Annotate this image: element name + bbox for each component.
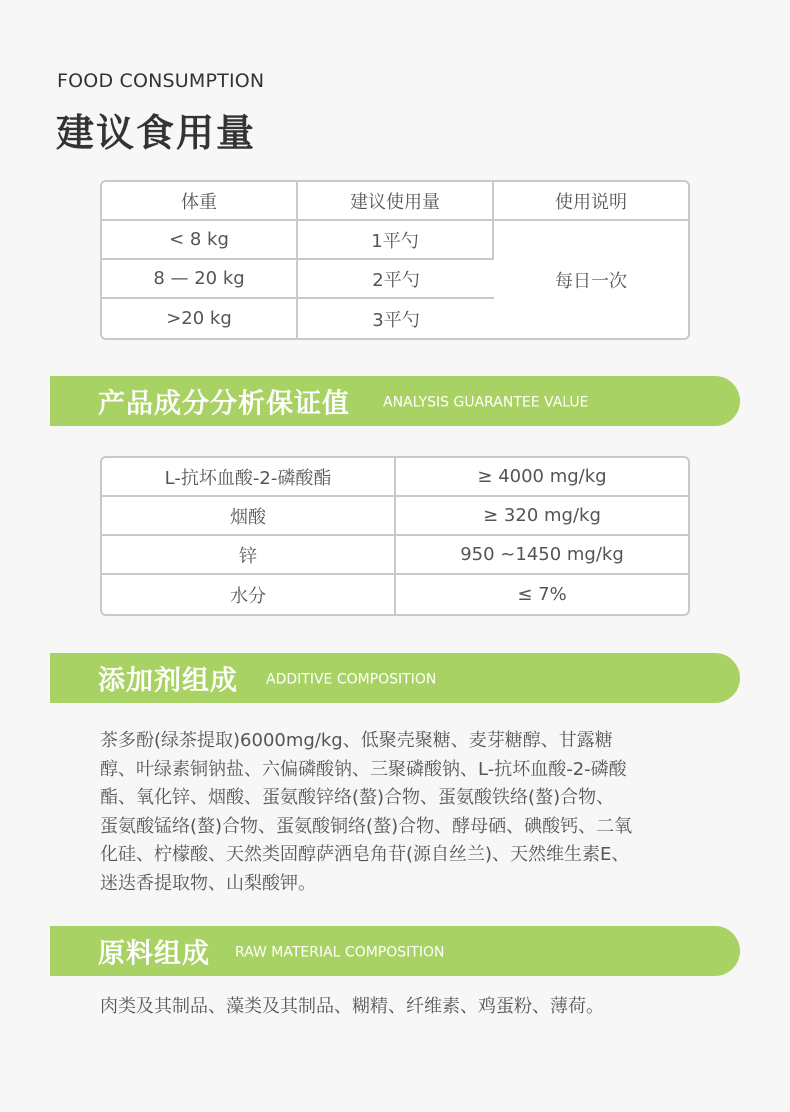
component-cell: L-抗坏血酸-2-磷酸酯	[102, 458, 396, 497]
raw-material-subtitle: RAW MATERIAL COMPOSITION	[235, 944, 445, 961]
amount-cell: 1平勺	[298, 221, 494, 260]
table-row	[102, 221, 688, 260]
component-cell: 锌	[102, 536, 396, 575]
raw-material-section-banner	[50, 926, 740, 976]
table-row	[102, 497, 688, 536]
value-cell: ≥ 320 mg/kg	[396, 497, 688, 536]
dosage-table-header	[102, 182, 688, 221]
component-cell: 水分	[102, 575, 396, 614]
additive-subtitle: ADDITIVE COMPOSITION	[266, 671, 437, 688]
additive-line: 蛋氨酸锰络(螯)合物、蛋氨酸铜络(螯)合物、酵母硒、碘酸钙、二氧	[100, 815, 633, 837]
raw-material-paragraph: 肉类及其制品、藻类及其制品、糊精、纤维素、鸡蛋粉、薄荷。	[100, 996, 604, 1017]
component-cell: 烟酸	[102, 497, 396, 536]
table-row	[102, 536, 688, 575]
page-title: 建议食用量	[56, 111, 257, 155]
additive-paragraph	[100, 727, 700, 898]
instruction-cell: 每日一次	[555, 270, 627, 292]
dosage-table	[100, 180, 690, 340]
section-eyebrow: FOOD CONSUMPTION	[57, 70, 265, 92]
additive-line: 化硅、柠檬酸、天然类固醇萨洒皂角苷(源自丝兰)、天然维生素E、	[100, 844, 630, 865]
analysis-subtitle: ANALYSIS GUARANTEE VALUE	[383, 394, 589, 411]
additive-line: 酯、氧化锌、烟酸、蛋氨酸锌络(螯)合物、蛋氨酸铁络(螯)合物、	[100, 787, 615, 808]
amount-cell: 2平勺	[298, 260, 494, 299]
additive-title: 添加剂组成	[98, 665, 238, 697]
raw-material-title: 原料组成	[98, 938, 210, 970]
additive-line: 迷迭香提取物、山梨酸钾。	[100, 872, 316, 894]
table-row	[102, 575, 688, 614]
additive-line: 醇、叶绿素铜钠盐、六偏磷酸钠、三聚磷酸钠、L-抗坏血酸-2-磷酸	[100, 758, 627, 780]
value-cell: ≤ 7%	[517, 584, 567, 605]
additive-section-banner	[50, 653, 740, 703]
header-instruction: 使用说明	[494, 182, 688, 221]
header-amount: 建议使用量	[298, 182, 494, 221]
weight-cell: 8 — 20 kg	[102, 260, 298, 299]
header-weight: 体重	[102, 182, 298, 221]
weight-cell: >20 kg	[102, 299, 298, 338]
analysis-section-banner	[50, 376, 740, 426]
table-row	[102, 458, 688, 497]
analysis-title: 产品成分分析保证值	[98, 388, 350, 420]
analysis-table	[100, 456, 690, 616]
weight-cell: < 8 kg	[102, 221, 298, 260]
value-cell: 950 ~1450 mg/kg	[396, 536, 688, 575]
value-cell: ≥ 4000 mg/kg	[396, 458, 688, 497]
additive-line: 茶多酚(绿茶提取)6000mg/kg、低聚壳聚糖、麦芽糖醇、甘露糖	[100, 730, 613, 751]
amount-cell: 3平勺	[372, 309, 420, 331]
